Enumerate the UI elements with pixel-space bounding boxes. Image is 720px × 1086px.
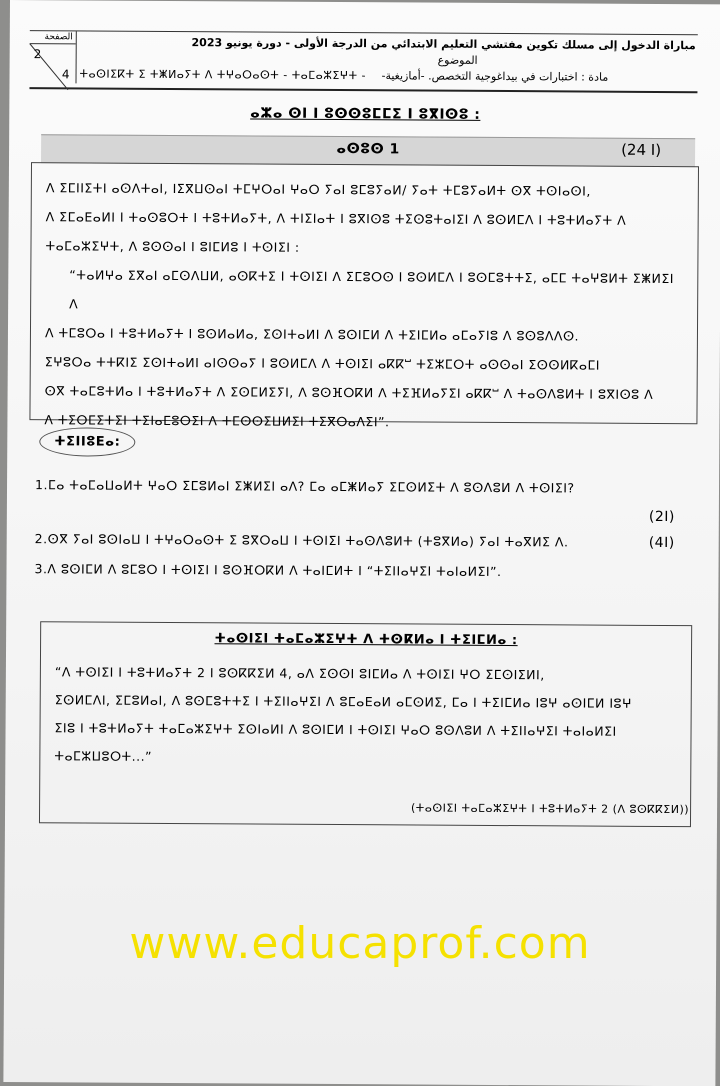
- quote-line: ⵜⴰⵎⵣⵡⵓⵔⵜ...”: [54, 748, 153, 764]
- quote-source: (ⵜⴰⵙⵏⵉⵏ ⵜⴰⵎⴰⵣⵉⵖⵜ ⵏ ⵜⵓⵜⵍⴰⵢⵜ 2 (ⴷ ⵓⵙⴽⴽⵉⵍ)): [410, 801, 690, 817]
- question-text: 1.ⵎⴰ ⵜⴰⵎⴰⵡⴰⵍⵜ ⵖⴰⵔ ⵉⵎⵓⵍⴰⵏ ⵉⵥⵍⵉⵏ ⴰⴷ? ⵎⴰ ⴰⵎⵥⵍⴰⵢ ⵉⵎⵙⵍⵉⵜ ⴷ ⵓⵙⴷⵓⵍ ⴷ ⵜⵙⵏⵉⵏ?: [34, 477, 575, 496]
- passage-text: [44, 173, 686, 438]
- subject-line: مادة : اختبارات في بيداغوجية التخصص. -أمازيغية-: [381, 69, 609, 84]
- instructions-label: ⵜⵉⵏⵏⵓⴹⴰ:: [39, 427, 135, 457]
- passage-box: [29, 162, 699, 430]
- question-points: (2ⵏ): [648, 508, 675, 526]
- section-points: (24 ⵏ): [621, 140, 662, 159]
- subject-row: [80, 67, 609, 83]
- question-1: [34, 472, 675, 526]
- exam-title-line: مباراة الدخول إلى مسلك تكوين مفتشي التعليم الابتدائي من الدرجة الأولى - دورة يونيو 2023: [191, 36, 696, 53]
- passage-line: ⴷ ⵉⵎⵏⵏⵉⵜⵏ ⴰⵙⴷⵜⴰⵏ, ⵏⵉⴳⵡⵙⴰⵏ ⵜⵎⵖⵔⴰⵏ ⵖⴰⵔ ⵢⴰⵏ ⵓⵎⵓⵢⴰⵍ/ ⵢⴰⵜ ⵜⵎⵓⵢⴰⵍⵜ ⵙⴳ ⵜⵙⵏⴰⵙⵏ,: [45, 180, 591, 199]
- site-watermark: www.educaprof.com: [129, 918, 591, 969]
- passage-line: “ⵜⴰⵍⵖⴰ ⵉⴳⴰⵏ ⴰⵎⵙⴷⵡⵍ, ⴰⵙⴽⵜⵉ ⵏ ⵜⵙⵏⵉⵏ ⴷ ⵉⵎⵓⵔⵙ ⵏ ⵓⵙⵍⵎⴷ ⵏ ⵓⵙⵎⵓⵜⵜⵉ, ⴰⵎⵎ ⵜⴰⵖⵓⵍⵜ ⵉⵥⵍⵉⵏ ⴷ: [69, 267, 675, 312]
- quote-line: ⵉⵙⵍⵎⴷⵏ, ⵉⵎⵓⵍⴰⵏ, ⴷ ⵓⵙⵎⵓⵜⵜⵉ ⵏ ⵜⵉⵏⵏⴰⵖⵉⵏ ⴷ ⵓⵎⴰⴹⴰⵍ ⴰⵎⵙⵍⵉ, ⵎⴰ ⵏ ⵜⵉⵏⵎⵍⴰ ⵏⵓⵖ ⴰⵙⵏⵎⵍ ⵏⵓⵖ: [54, 692, 632, 711]
- passage-line: ⵉⵖⵓⵔⴰ ⵜⵜⴽⵏⵉ ⵉⵙⵏⵜⴰⵍⵏ ⴰⵏⵙⵙⴰⵢ ⵏ ⵓⵙⵍⵎⴷ ⴷ ⵜⵙⵏⵉⵏ ⴰⴽⴽⵯ ⵜⵉⵣⵎⵔⵜ ⴰⵙⵙⴰⵏ ⵉⵙⵙⵍⴽⴰⵎⵏ: [44, 354, 600, 373]
- question-3: [34, 556, 674, 586]
- exam-header: [29, 30, 697, 93]
- passage-line: ⴷ ⵉⵎⴰⴹⴰⵍⵏ ⵏ ⵜⴰⵙⵓⵔⵜ ⵏ ⵜⵓⵜⵍⴰⵢⵜ, ⴷ ⵜⵏⵉⵏⴰⵜ ⵏ ⵓⴳⵏⵙⵓ ⵜⵉⵙⵓⵜⴰⵏⵉⵏ ⴷ ⵓⵙⵍⵎⴷ ⵏ ⵜⵓⵜⵍⴰⵢⵜ ⴷ: [45, 209, 627, 228]
- question-text: 2.ⵙⴳ ⵢⴰⵏ ⵓⵙⵏⴰⵡ ⵏ ⵜⵖⴰⵔⴰⵙⵜ ⵉ ⵓⴳⵔⴰⵡ ⵏ ⵜⵙⵏⵉⵏ ⵜⴰⵙⴷⵓⵍⵜ (ⵜⵓⴳⵍⴰ) ⵢⴰⵏ ⵜⴰⴳⵍⵉ ⴷ.: [34, 531, 569, 550]
- page-total: 4: [61, 67, 70, 82]
- question-text: 3.ⴷ ⵓⵙⵏⵎⵍ ⴷ ⵓⵎⵓⵔ ⵏ ⵜⵙⵏⵉⵏ ⵏ ⵓⵙⴼⵔⴽⵍ ⴷ ⵜⴰⵏⵎⵍⵜ ⵏ “ⵜⵉⵏⵏⴰⵖⵉⵏ ⵜⴰⵏⴰⵍⵉⵏ”.: [34, 561, 502, 580]
- section-label: ⴰⵙⵓⵙ 1: [336, 140, 400, 158]
- passage-line: ⵜⴰⵎⴰⵣⵉⵖⵜ, ⴷ ⵓⵙⵙⴰⵏ ⵏ ⵓⵏⵎⵍⵓ ⵏ ⵜⵙⵏⵉⵏ :: [45, 238, 300, 255]
- quote-line: “ⴷ ⵜⵙⵏⵉⵏ ⵏ ⵜⵓⵜⵍⴰⵢⵜ 2 ⵏ ⵓⵙⴽⴽⵉⵍ 4, ⴰⴷ ⵉⵙⵙⵏ ⵓⵏⵎⵍⴰ ⴷ ⵜⵙⵏⵉⵏ ⵖⵔ ⵉⵎⵙⵏⵉⵍⵏ,: [54, 664, 545, 683]
- quote-box: [39, 621, 692, 827]
- question-points: (4ⵏ): [648, 534, 675, 552]
- page-label: الصفحة: [44, 32, 73, 43]
- page-number: 2: [33, 47, 42, 62]
- question-2: [35, 526, 675, 556]
- subject-label: الموضوع: [437, 53, 478, 67]
- page-number-box: [29, 31, 76, 83]
- page-title: ⴰⵣⴰ ⵙⵏ ⵏ ⵓⵙⵙⵓⵎⵎⵉ ⵏ ⵓⴳⵏⵙⵓ :: [250, 105, 481, 123]
- passage-line: ⴷ ⵜⵎⵓⵔⴰ ⵏ ⵜⵓⵜⵍⴰⵢⵜ ⵏ ⵓⵙⵍⴰⵍⴰ, ⵉⵙⵏⵜⴰⵍⵏ ⴷ ⵓⵙⵏⵎⵍ ⴷ ⵜⵉⵏⵎⵍⴰ ⴰⵎⴰⵢⵏⵓ ⴷ ⵓⵙⵓⴷⴷⵙ.: [44, 325, 580, 344]
- tifinagh-subject: ⵜⴰⵙⵏⵉⴽⵜ ⵉ ⵜⵥⵍⴰⵢⵜ ⴷ ⵜⵖⴰⵔⴰⵙⵜ - ⵜⴰⵎⴰⵣⵉⵖⵜ -: [79, 67, 367, 83]
- passage-line: ⴷ ⵜⵉⵔⵎⵉⵜⵉⵏ ⵜⵉⵏⴰⵎⵓⵔⵉⵏ ⴷ ⵜⵎⵙⵙⵉⵡⵍⵉⵏ ⵜⵉⴳⵔⴰⴷⵉⵏ”.: [44, 412, 390, 430]
- quote-heading: ⵜⴰⵙⵏⵉⵏ ⵜⴰⵎⴰⵣⵉⵖⵜ ⴷ ⵜⵙⴽⵍⴰ ⵏ ⵜⵉⵏⵎⵍⴰ :: [214, 631, 518, 649]
- passage-line: ⵙⴳ ⵜⴰⵎⵓⵜⵍⴰ ⵏ ⵜⵓⵜⵍⴰⵢⵜ ⴷ ⵉⵙⵎⵍⵉⵢⵏ, ⴷ ⵓⵙⴼⵔⴽⵍ ⴷ ⵜⵉⴼⵍⴰⵢⵉⵏ ⴰⴽⴽⵯ ⴷ ⵜⴰⵙⴷⵓⵍⵜ ⵏ ⵓⴳⵏⵙⵓ ⴷ: [44, 383, 654, 402]
- quote-text: [54, 658, 677, 774]
- quote-line: ⵉⵏⵓ ⵏ ⵜⵓⵜⵍⴰⵢⵜ ⵜⴰⵎⴰⵣⵉⵖⵜ ⵉⵙⵏⴰⵍⵏ ⴷ ⵓⵙⵏⵎⵍ ⵏ ⵜⵙⵏⵉⵏ ⵖⴰⵔ ⵓⵙⴷⵓⵍ ⴷ ⵜⵉⵏⵏⴰⵖⵉⵏ ⵜⴰⵏⴰⵍⵉⵏ: [54, 720, 617, 739]
